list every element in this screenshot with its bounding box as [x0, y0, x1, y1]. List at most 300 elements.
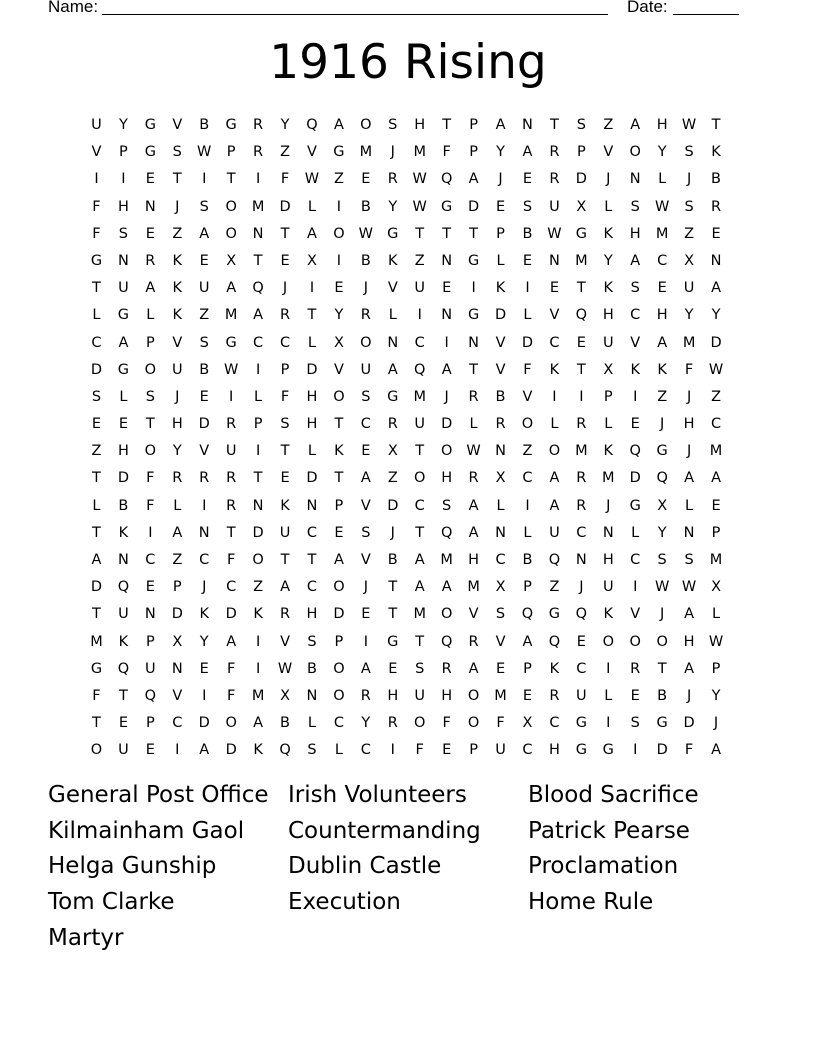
- grid-letter: J: [606, 497, 611, 514]
- grid-letter: I: [255, 171, 261, 188]
- grid-letter: K: [603, 225, 614, 242]
- word-list-item: Execution: [288, 889, 401, 916]
- grid-letter: U: [118, 606, 129, 623]
- grid-letter: F: [684, 361, 694, 378]
- grid-letter: I: [444, 334, 449, 351]
- grid-letter: A: [711, 470, 721, 487]
- grid-letter: F: [523, 361, 532, 378]
- grid-letter: P: [172, 579, 182, 596]
- grid-letter: E: [145, 225, 155, 242]
- grid-letter: K: [253, 742, 263, 759]
- grid-letter: T: [442, 225, 452, 242]
- grid-letter: O: [521, 416, 534, 433]
- grid-letter: O: [225, 198, 237, 215]
- grid-letter: C: [630, 307, 641, 324]
- grid-letter: D: [333, 606, 345, 623]
- grid-letter: D: [441, 416, 453, 433]
- grid-letter: S: [388, 117, 398, 133]
- grid-letter: Y: [657, 144, 667, 161]
- grid-letter: C: [333, 715, 344, 732]
- grid-letter: E: [549, 280, 559, 297]
- grid-letter: N: [602, 524, 614, 541]
- grid-letter: W: [708, 361, 724, 378]
- grid-letter: M: [224, 307, 238, 324]
- grid-letter: M: [602, 470, 615, 487]
- grid-letter: P: [603, 388, 613, 405]
- grid-letter: O: [144, 443, 157, 460]
- grid-letter: N: [171, 660, 183, 677]
- grid-letter: L: [254, 388, 263, 405]
- grid-letter: I: [606, 715, 611, 732]
- grid-row: [83, 194, 733, 221]
- grid-letter: M: [494, 687, 507, 704]
- grid-letter: Z: [333, 171, 344, 188]
- grid-letter: E: [576, 633, 586, 650]
- grid-letter: Y: [199, 633, 209, 650]
- grid-letter: N: [441, 252, 453, 269]
- grid-letter: Q: [414, 361, 426, 378]
- grid-letter: U: [414, 280, 426, 297]
- grid-letter: H: [683, 633, 695, 650]
- grid-letter: I: [175, 742, 180, 759]
- grid-letter: W: [358, 225, 374, 242]
- grid-letter: A: [630, 117, 641, 133]
- grid-letter: E: [361, 171, 371, 188]
- grid-letter: V: [630, 606, 641, 623]
- grid-letter: K: [549, 660, 560, 677]
- grid-letter: M: [655, 225, 669, 242]
- grid-letter: U: [549, 198, 560, 215]
- grid-letter: C: [226, 579, 237, 596]
- grid-letter: G: [225, 117, 237, 133]
- grid-letter: J: [202, 579, 207, 596]
- grid-letter: W: [654, 579, 670, 596]
- grid-letter: E: [334, 524, 344, 541]
- grid-letter: J: [175, 388, 180, 405]
- grid-letter: E: [711, 225, 721, 242]
- grid-letter: H: [387, 687, 399, 704]
- grid-letter: N: [144, 198, 156, 215]
- grid-letter: D: [198, 416, 210, 433]
- grid-letter: C: [306, 579, 318, 596]
- grid-letter: V: [307, 144, 317, 161]
- grid-letter: U: [414, 687, 426, 704]
- grid-letter: F: [92, 225, 101, 242]
- grid-letter: J: [606, 171, 611, 188]
- grid-letter: P: [145, 633, 155, 650]
- grid-letter: R: [253, 117, 264, 133]
- grid-letter: F: [496, 715, 505, 732]
- grid-letter: J: [390, 144, 395, 161]
- grid-letter: D: [225, 606, 237, 623]
- grid-letter: E: [145, 579, 155, 596]
- grid-letter: V: [603, 144, 614, 161]
- grid-letter: L: [523, 524, 532, 541]
- grid-letter: D: [171, 606, 183, 623]
- grid-letter: X: [657, 497, 668, 514]
- word-list-item: Irish Volunteers: [288, 782, 467, 808]
- grid-letter: C: [657, 252, 668, 269]
- grid-letter: A: [360, 660, 371, 677]
- grid-letter: A: [333, 117, 344, 133]
- grid-letter: J: [660, 416, 665, 433]
- grid-letter: C: [710, 416, 722, 433]
- grid-letter: L: [631, 524, 640, 541]
- grid-letter: G: [225, 334, 237, 351]
- grid-letter: C: [172, 715, 183, 732]
- grid-letter: A: [414, 579, 425, 596]
- grid-letter: V: [199, 443, 210, 460]
- grid-letter: B: [387, 552, 398, 568]
- grid-letter: T: [657, 660, 667, 677]
- grid-letter: F: [442, 715, 451, 732]
- grid-letter: W: [304, 171, 320, 188]
- grid-letter: I: [363, 633, 368, 650]
- grid-letter: Z: [684, 225, 695, 242]
- grid-letter: T: [226, 171, 236, 188]
- grid-letter: C: [414, 334, 425, 351]
- grid-letter: E: [280, 252, 290, 269]
- grid-letter: T: [92, 606, 101, 623]
- grid-letter: R: [226, 497, 237, 514]
- grid-letter: S: [442, 497, 452, 514]
- grid-letter: K: [253, 606, 263, 623]
- grid-letter: S: [199, 198, 209, 215]
- grid-letter: D: [683, 715, 695, 732]
- word-list-item: Blood Sacrifice: [528, 782, 699, 808]
- grid-letter: J: [363, 280, 368, 297]
- grid-letter: Z: [603, 117, 614, 133]
- grid-letter: T: [388, 579, 398, 596]
- grid-letter: V: [549, 307, 560, 324]
- grid-letter: M: [709, 443, 723, 460]
- grid-letter: G: [387, 633, 399, 650]
- grid-letter: K: [603, 606, 614, 623]
- grid-letter: L: [658, 171, 667, 188]
- grid-letter: X: [280, 687, 290, 704]
- word-search-grid: [83, 112, 733, 765]
- grid-letter: V: [495, 334, 506, 351]
- grid-letter: R: [710, 198, 722, 215]
- grid-letter: U: [549, 524, 560, 541]
- grid-letter: L: [523, 307, 532, 324]
- grid-letter: S: [576, 117, 586, 133]
- grid-letter: N: [548, 252, 560, 269]
- grid-row: [83, 384, 733, 411]
- grid-letter: T: [307, 307, 317, 324]
- grid-letter: L: [334, 742, 343, 759]
- grid-letter: Y: [496, 144, 505, 161]
- grid-letter: E: [576, 334, 586, 351]
- grid-letter: G: [441, 198, 453, 215]
- grid-letter: H: [414, 117, 426, 133]
- grid-letter: T: [334, 416, 344, 433]
- grid-letter: R: [172, 470, 183, 487]
- word-list-item: General Post Office: [48, 782, 269, 808]
- grid-letter: Z: [414, 252, 425, 269]
- grid-letter: V: [495, 361, 506, 378]
- grid-letter: S: [199, 334, 209, 351]
- worksheet-header: [48, 0, 748, 19]
- grid-letter: H: [171, 416, 183, 433]
- grid-letter: J: [390, 524, 395, 541]
- grid-letter: R: [145, 252, 156, 269]
- grid-letter: R: [630, 660, 641, 677]
- grid-letter: D: [117, 470, 129, 487]
- grid-letter: Z: [522, 443, 533, 460]
- grid-letter: P: [496, 225, 505, 242]
- grid-letter: V: [522, 388, 533, 405]
- grid-letter: A: [441, 361, 452, 378]
- grid-letter: M: [575, 443, 588, 460]
- grid-letter: I: [525, 280, 530, 297]
- grid-row: [83, 601, 733, 628]
- grid-letter: P: [334, 497, 344, 514]
- grid-letter: H: [656, 117, 668, 133]
- grid-letter: I: [552, 388, 557, 405]
- grid-letter: T: [576, 280, 586, 297]
- grid-letter: G: [467, 307, 480, 324]
- grid-letter: I: [633, 742, 638, 759]
- grid-letter: Q: [575, 606, 588, 623]
- grid-letter: L: [469, 416, 478, 433]
- grid-letter: P: [523, 660, 532, 677]
- grid-letter: B: [711, 171, 721, 188]
- grid-letter: K: [172, 307, 183, 324]
- grid-letter: G: [117, 361, 130, 378]
- grid-letter: H: [656, 307, 668, 324]
- grid-letter: N: [387, 334, 399, 351]
- grid-letter: K: [388, 252, 398, 269]
- grid-letter: T: [576, 361, 586, 378]
- grid-letter: R: [226, 416, 237, 433]
- grid-letter: Z: [387, 470, 398, 487]
- grid-letter: N: [117, 552, 129, 568]
- grid-letter: W: [277, 660, 293, 677]
- grid-letter: P: [711, 524, 721, 541]
- grid-letter: E: [657, 280, 667, 297]
- word-list-item: Patrick Pearse: [528, 817, 690, 844]
- grid-letter: D: [575, 171, 587, 188]
- grid-letter: E: [442, 280, 452, 297]
- grid-letter: L: [388, 307, 397, 324]
- grid-letter: S: [307, 742, 317, 759]
- grid-letter: G: [575, 715, 587, 732]
- grid-letter: Y: [711, 687, 721, 704]
- grid-letter: O: [225, 225, 237, 242]
- grid-letter: U: [279, 524, 291, 541]
- word-list-item: Home Rule: [528, 889, 654, 916]
- grid-letter: A: [145, 280, 156, 297]
- grid-letter: Q: [548, 633, 561, 650]
- grid-row: [83, 275, 733, 302]
- grid-letter: P: [145, 334, 155, 351]
- grid-letter: E: [522, 252, 533, 269]
- grid-letter: U: [495, 742, 506, 759]
- grid-letter: B: [306, 660, 317, 677]
- grid-letter: R: [549, 144, 560, 161]
- grid-letter: B: [657, 687, 668, 704]
- grid-letter: F: [226, 552, 236, 568]
- grid-letter: A: [441, 579, 452, 596]
- grid-letter: E: [495, 660, 506, 677]
- grid-letter: U: [414, 416, 426, 433]
- grid-letter: V: [468, 606, 479, 623]
- grid-letter: R: [226, 470, 237, 487]
- grid-letter: O: [360, 117, 372, 133]
- grid-row: [83, 248, 733, 275]
- grid-letter: V: [630, 334, 641, 351]
- grid-letter: S: [684, 144, 694, 161]
- grid-letter: A: [172, 524, 183, 541]
- grid-letter: I: [417, 307, 422, 324]
- grid-letter: M: [682, 334, 696, 351]
- grid-row: [83, 629, 733, 656]
- grid-letter: L: [307, 334, 317, 351]
- grid-letter: U: [198, 280, 210, 297]
- grid-letter: W: [681, 117, 697, 133]
- grid-letter: N: [683, 524, 695, 541]
- grid-letter: N: [117, 252, 129, 269]
- grid-letter: U: [602, 334, 614, 351]
- grid-letter: O: [252, 552, 264, 568]
- grid-letter: V: [172, 117, 183, 133]
- grid-letter: W: [197, 144, 212, 161]
- grid-letter: Y: [603, 252, 613, 269]
- grid-letter: C: [576, 524, 587, 541]
- grid-letter: L: [685, 497, 694, 514]
- grid-letter: Y: [172, 443, 182, 460]
- grid-letter: B: [522, 552, 533, 568]
- grid-letter: V: [172, 334, 183, 351]
- grid-letter: R: [468, 388, 479, 405]
- grid-letter: A: [91, 552, 102, 568]
- grid-letter: E: [630, 416, 640, 433]
- grid-letter: G: [656, 715, 668, 732]
- grid-letter: P: [226, 144, 236, 161]
- grid-letter: R: [549, 687, 560, 704]
- grid-letter: R: [199, 470, 210, 487]
- grid-letter: R: [387, 416, 398, 433]
- grid-letter: A: [495, 117, 506, 133]
- grid-letter: I: [633, 388, 638, 405]
- grid-letter: Z: [280, 144, 290, 161]
- grid-letter: C: [360, 742, 371, 759]
- grid-letter: A: [253, 715, 264, 732]
- grid-letter: X: [333, 334, 344, 351]
- grid-letter: E: [91, 416, 102, 433]
- grid-letter: N: [144, 606, 156, 623]
- grid-letter: J: [686, 171, 692, 188]
- grid-letter: I: [229, 388, 234, 405]
- grid-letter: P: [576, 144, 586, 161]
- grid-letter: M: [251, 198, 265, 215]
- grid-letter: H: [306, 416, 318, 433]
- word-list-item: Proclamation: [528, 853, 679, 880]
- grid-letter: T: [711, 117, 721, 133]
- grid-letter: T: [226, 524, 236, 541]
- grid-letter: Y: [711, 307, 721, 324]
- grid-letter: T: [92, 280, 101, 297]
- grid-letter: R: [387, 715, 398, 732]
- grid-letter: B: [280, 715, 290, 732]
- grid-letter: E: [522, 687, 533, 704]
- grid-letter: K: [711, 144, 721, 161]
- grid-letter: L: [173, 497, 182, 514]
- grid-letter: U: [145, 660, 156, 677]
- grid-letter: W: [466, 443, 481, 460]
- page-title: 1916 Rising: [269, 35, 547, 90]
- grid-letter: O: [467, 715, 480, 732]
- grid-letter: C: [145, 552, 156, 568]
- grid-row: [83, 737, 733, 764]
- grid-letter: A: [522, 144, 533, 161]
- word-list-item: Helga Gunship: [48, 853, 217, 880]
- grid-letter: B: [522, 225, 533, 242]
- grid-letter: V: [360, 497, 371, 514]
- grid-letter: R: [279, 606, 291, 623]
- grid-letter: I: [606, 660, 611, 677]
- grid-letter: I: [255, 361, 261, 378]
- grid-letter: S: [91, 388, 102, 405]
- grid-letter: A: [468, 524, 479, 541]
- grid-letter: H: [602, 552, 614, 568]
- grid-letter: Z: [253, 579, 264, 596]
- grid-letter: U: [225, 443, 237, 460]
- grid-letter: L: [604, 416, 613, 433]
- grid-letter: X: [522, 715, 533, 732]
- grid-letter: S: [361, 388, 371, 405]
- grid-letter: B: [199, 117, 210, 133]
- grid-letter: N: [306, 687, 318, 704]
- grid-letter: B: [360, 252, 371, 269]
- grid-letter: M: [251, 687, 265, 704]
- grid-letter: R: [549, 171, 560, 188]
- grid-letter: Q: [440, 171, 453, 188]
- grid-letter: D: [494, 307, 507, 324]
- grid-letter: J: [498, 171, 503, 188]
- grid-letter: T: [469, 361, 479, 378]
- grid-letter: A: [199, 225, 210, 242]
- grid-letter: L: [92, 497, 101, 514]
- grid-letter: J: [686, 443, 692, 460]
- grid-letter: L: [550, 416, 559, 433]
- grid-letter: N: [575, 552, 587, 568]
- grid-letter: F: [92, 687, 101, 704]
- grid-letter: D: [468, 198, 480, 215]
- grid-letter: P: [711, 660, 721, 677]
- grid-letter: S: [172, 144, 182, 161]
- grid-letter: O: [333, 660, 345, 677]
- grid-row: [83, 547, 733, 574]
- grid-letter: F: [146, 470, 155, 487]
- grid-letter: D: [656, 742, 668, 759]
- grid-letter: H: [306, 388, 318, 405]
- grid-letter: W: [547, 225, 562, 242]
- grid-letter: G: [575, 742, 587, 759]
- grid-letter: O: [467, 687, 480, 704]
- grid-letter: O: [333, 579, 345, 596]
- grid-letter: H: [441, 687, 453, 704]
- grid-letter: R: [468, 470, 479, 487]
- grid-letter: P: [253, 416, 263, 433]
- grid-letter: Z: [172, 552, 183, 568]
- grid-letter: C: [630, 552, 641, 568]
- grid-letter: R: [360, 687, 371, 704]
- grid-letter: V: [495, 633, 506, 650]
- grid-letter: Y: [684, 307, 694, 324]
- grid-letter: N: [522, 117, 533, 133]
